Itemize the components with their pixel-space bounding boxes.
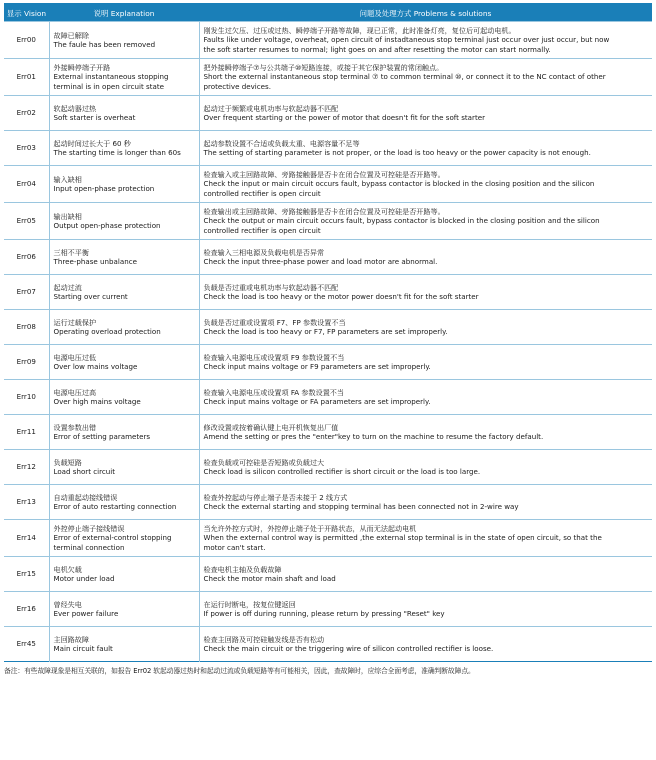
solution-english: Check input mains voltage or FA parameters are set improperly. xyxy=(203,397,431,406)
explanation-chinese: 电机欠载 xyxy=(53,564,82,574)
explanation-chinese: 故障已解除 xyxy=(53,30,89,40)
table-row xyxy=(4,345,652,380)
table-row xyxy=(4,96,652,131)
fault-code: Err45 xyxy=(4,627,49,662)
explanation-chinese: 运行过载保护 xyxy=(53,317,97,327)
explanation-chinese: 起动时间过长大于 60 秒 xyxy=(53,138,131,148)
header-code: 显示 Vision xyxy=(4,4,49,22)
fault-solution xyxy=(199,627,652,662)
solution-chinese: 起动过于频繁或电机功率与软起动器不匹配 xyxy=(203,103,339,113)
solution-english: Faults like under voltage, overheat, open circuit of instadtaneous stop terminal just occur over just occur, but now xyxy=(203,35,610,45)
explanation-chinese: 电源电压过高 xyxy=(53,387,97,397)
explanation-chinese: 起动过流 xyxy=(53,282,82,292)
fault-code: Err02 xyxy=(4,96,49,131)
fault-solution xyxy=(199,203,652,240)
fault-solution xyxy=(199,59,652,96)
explanation-english: Over high mains voltage xyxy=(53,397,141,406)
solution-english: Short the external instantaneous stop terminal ⑦ to common terminal ⑩, or connect it to the NC contact of other xyxy=(203,72,606,82)
explanation-english: The starting time is longer than 60s xyxy=(53,148,181,157)
solution-chinese: 检查输入电源电压或设置项 FA 参数设置不当 xyxy=(203,387,344,397)
fault-solution xyxy=(199,485,652,520)
fault-code: Err12 xyxy=(4,450,49,485)
explanation-chinese: 输入缺相 xyxy=(53,174,82,184)
fault-solution xyxy=(199,592,652,627)
fault-explanation xyxy=(49,96,199,131)
explanation-english: Input open-phase protection xyxy=(53,184,155,193)
solution-english: Check the motor main shaft and load xyxy=(203,574,336,583)
explanation-chinese: 设置参数出错 xyxy=(53,422,97,432)
solution-english: Check the external starting and stopping terminal has been connected not in 2-wire way xyxy=(203,502,519,511)
table-row xyxy=(4,310,652,345)
fault-solution xyxy=(199,520,652,557)
fault-code: Err14 xyxy=(4,520,49,557)
fault-explanation xyxy=(49,415,199,450)
table-body xyxy=(4,22,652,662)
table-row xyxy=(4,557,652,592)
solution-chinese: 把外接瞬停端子⑦与公共端子⑩短路连接，或接于其它保护装置的常闭触点。 xyxy=(203,63,444,73)
fault-explanation xyxy=(49,203,199,240)
fault-explanation xyxy=(49,557,199,592)
explanation-chinese: 曾经失电 xyxy=(53,599,82,609)
explanation-english: terminal connection xyxy=(53,542,125,552)
fault-solution xyxy=(199,96,652,131)
table-row xyxy=(4,131,652,166)
fault-code: Err09 xyxy=(4,345,49,380)
table-row xyxy=(4,627,652,662)
fault-code: Err06 xyxy=(4,240,49,275)
explanation-chinese: 软起动器过热 xyxy=(53,103,97,113)
fault-code: Err01 xyxy=(4,59,49,96)
explanation-english: Starting over current xyxy=(53,292,128,301)
solution-chinese: 负载是否过重或设置项 F7、FP 参数设置不当 xyxy=(203,317,346,327)
solution-english: Check the main circuit or the triggering wire of silicon controlled rectifier is loose. xyxy=(203,644,494,653)
table-row xyxy=(4,520,652,557)
solution-chinese: 检查输入或主回路故障、旁路接触器是否卡在闭合位置及可控硅是否开路等。 xyxy=(203,170,445,180)
fault-explanation xyxy=(49,59,199,96)
explanation-chinese: 自动重起动接线错误 xyxy=(53,492,118,502)
solution-english: Check the input or main circuit occurs fault, bypass contactor is blocked in the closing position and the silicon xyxy=(203,179,595,189)
explanation-english: Output open-phase protection xyxy=(53,221,161,230)
fault-explanation xyxy=(49,627,199,662)
header-explanation: 说明 Explanation xyxy=(49,4,199,22)
fault-solution xyxy=(199,380,652,415)
fault-solution xyxy=(199,166,652,203)
solution-english: Amend the setting or pres the "enter"key to turn on the machine to resume the factory default. xyxy=(203,432,544,441)
explanation-english: Over low mains voltage xyxy=(53,362,138,371)
solution-english: motor can't start. xyxy=(203,542,266,552)
explanation-english: Three-phase unbalance xyxy=(53,257,137,266)
solution-chinese: 负载是否过重或电机功率与软起动器不匹配 xyxy=(203,282,339,292)
explanation-english: Main circuit fault xyxy=(53,644,113,653)
solution-chinese: 检查外控起动与停止端子是否未接于 2 线方式 xyxy=(203,492,348,502)
table-row xyxy=(4,203,652,240)
explanation-chinese: 输出缺相 xyxy=(53,211,82,221)
fault-code: Err15 xyxy=(4,557,49,592)
fault-explanation xyxy=(49,166,199,203)
solution-english: Check the load is too heavy or F7, FP parameters are set improperly. xyxy=(203,327,448,336)
fault-code: Err07 xyxy=(4,275,49,310)
fault-explanation xyxy=(49,520,199,557)
fault-explanation xyxy=(49,240,199,275)
fault-explanation xyxy=(49,275,199,310)
fault-solution xyxy=(199,450,652,485)
fault-code: Err10 xyxy=(4,380,49,415)
fault-code: Err13 xyxy=(4,485,49,520)
table-row xyxy=(4,166,652,203)
explanation-english: terminal is in open circuit state xyxy=(53,81,164,91)
solution-chinese: 修改设置或按着确认键上电开机恢复出厂值 xyxy=(203,422,339,432)
fault-explanation xyxy=(49,485,199,520)
table-row xyxy=(4,275,652,310)
fault-code: Err03 xyxy=(4,131,49,166)
explanation-english: Soft starter is overheat xyxy=(53,113,136,122)
table-row xyxy=(4,450,652,485)
solution-chinese: 检查主回路及可控硅触发线是否有松动 xyxy=(203,634,325,644)
explanation-english: Load short circuit xyxy=(53,467,116,476)
fault-explanation xyxy=(49,22,199,59)
explanation-english: External instantaneous stopping xyxy=(53,72,169,82)
explanation-chinese: 外接瞬停端子开路 xyxy=(53,63,111,73)
solution-english: If power is off during running, please return by pressing "Reset" key xyxy=(203,609,445,618)
solution-chinese: 检查负载或可控硅是否短路或负载过大 xyxy=(203,457,325,467)
explanation-chinese: 电源电压过低 xyxy=(53,352,97,362)
solution-english: Check the load is too heavy or the motor power doesn't fit for the soft starter xyxy=(203,292,479,301)
fault-explanation xyxy=(49,592,199,627)
fault-code-table xyxy=(4,3,652,662)
explanation-english: The faule has been removed xyxy=(53,40,156,49)
fault-code: Err00 xyxy=(4,22,49,59)
solution-chinese: 检查输入电源电压或设置项 F9 参数设置不当 xyxy=(203,352,345,362)
table-row xyxy=(4,485,652,520)
fault-code: Err05 xyxy=(4,203,49,240)
solution-english: Over frequent starting or the power of motor that doesn't fit for the soft starter xyxy=(203,113,486,122)
explanation-english: Ever power failure xyxy=(53,609,119,618)
explanation-english: Error of auto restarting connection xyxy=(53,502,177,511)
solution-chinese: 在运行时断电，按复位键返回 xyxy=(203,599,296,609)
solution-chinese: 检查输入三相电源及负载电机是否异常 xyxy=(203,247,325,257)
fault-code-table-panel xyxy=(4,3,652,675)
footnote: 备注：有些故障现象是相互关联的，如报告 Err02 软起动器过热时和起动过流或负载短路等有可能相关，因此，查故障时，应综合全面考虑，准确判断故障点。 xyxy=(4,667,475,675)
fault-solution xyxy=(199,275,652,310)
solution-english: controlled rectifier is open circuit xyxy=(203,188,321,198)
solution-english: When the external control way is permitted ,the external stop terminal is in the state of open circuit, so that the xyxy=(203,533,602,543)
fault-explanation xyxy=(49,380,199,415)
explanation-chinese: 三相不平衡 xyxy=(53,247,89,257)
fault-solution xyxy=(199,240,652,275)
fault-code: Err08 xyxy=(4,310,49,345)
solution-chinese: 刚发生过欠压、过压或过热、瞬停端子开路等故障，现已正常，此时准备灯亮，复位后可起动电机。 xyxy=(203,26,516,36)
table-row xyxy=(4,240,652,275)
fault-solution xyxy=(199,310,652,345)
fault-code: Err11 xyxy=(4,415,49,450)
table-row xyxy=(4,592,652,627)
solution-english: Check load is silicon controlled rectifier is short circuit or the load is too large. xyxy=(203,467,481,476)
fault-explanation xyxy=(49,345,199,380)
solution-english: protective devices. xyxy=(203,81,271,91)
fault-code: Err16 xyxy=(4,592,49,627)
fault-code: Err04 xyxy=(4,166,49,203)
solution-chinese: 检查电机主轴及负载故障 xyxy=(203,564,282,574)
header-solutions: 问题及处理方式 Problems & solutions xyxy=(199,4,652,22)
fault-explanation xyxy=(49,131,199,166)
table-row xyxy=(4,380,652,415)
solution-english: The setting of starting parameter is not proper, or the load is too heavy or the power capacity is not enough. xyxy=(203,148,591,157)
solution-english: the soft starter resumes to normal; light goes on and after resetting the motor can start normally. xyxy=(203,44,551,54)
fault-explanation xyxy=(49,310,199,345)
fault-solution xyxy=(199,345,652,380)
table-header-row xyxy=(4,4,652,22)
fault-solution xyxy=(199,557,652,592)
solution-english: Check the output or main circuit occurs fault, bypass contactor is blocked in the closing position and the silicon xyxy=(203,216,600,226)
table-row xyxy=(4,59,652,96)
explanation-english: Error of setting parameters xyxy=(53,432,151,441)
explanation-english: Motor under load xyxy=(53,574,115,583)
explanation-chinese: 负载短路 xyxy=(53,457,82,467)
table-row xyxy=(4,415,652,450)
solution-english: Check input mains voltage or F9 parameters are set improperly. xyxy=(203,362,431,371)
solution-english: controlled rectifier is open circuit xyxy=(203,225,321,235)
table-row xyxy=(4,22,652,59)
explanation-chinese: 主回路故障 xyxy=(53,634,89,644)
fault-solution xyxy=(199,415,652,450)
explanation-english: Error of external-control stopping xyxy=(53,533,172,543)
solution-chinese: 检查输出或主回路故障、旁路接触器是否卡在闭合位置及可控硅是否开路等。 xyxy=(203,207,445,217)
explanation-english: Operating overload protection xyxy=(53,327,161,336)
fault-solution xyxy=(199,131,652,166)
solution-chinese: 当允许外控方式时，外控停止端子处于开路状态，从而无法起动电机 xyxy=(203,524,417,534)
solution-english: Check the input three-phase power and load motor are abnormal. xyxy=(203,257,438,266)
solution-chinese: 起动参数设置不合适或负载太重、电源容量不足等 xyxy=(203,138,360,148)
fault-solution xyxy=(199,22,652,59)
fault-explanation xyxy=(49,450,199,485)
explanation-chinese: 外控停止端子接线错误 xyxy=(53,524,125,534)
